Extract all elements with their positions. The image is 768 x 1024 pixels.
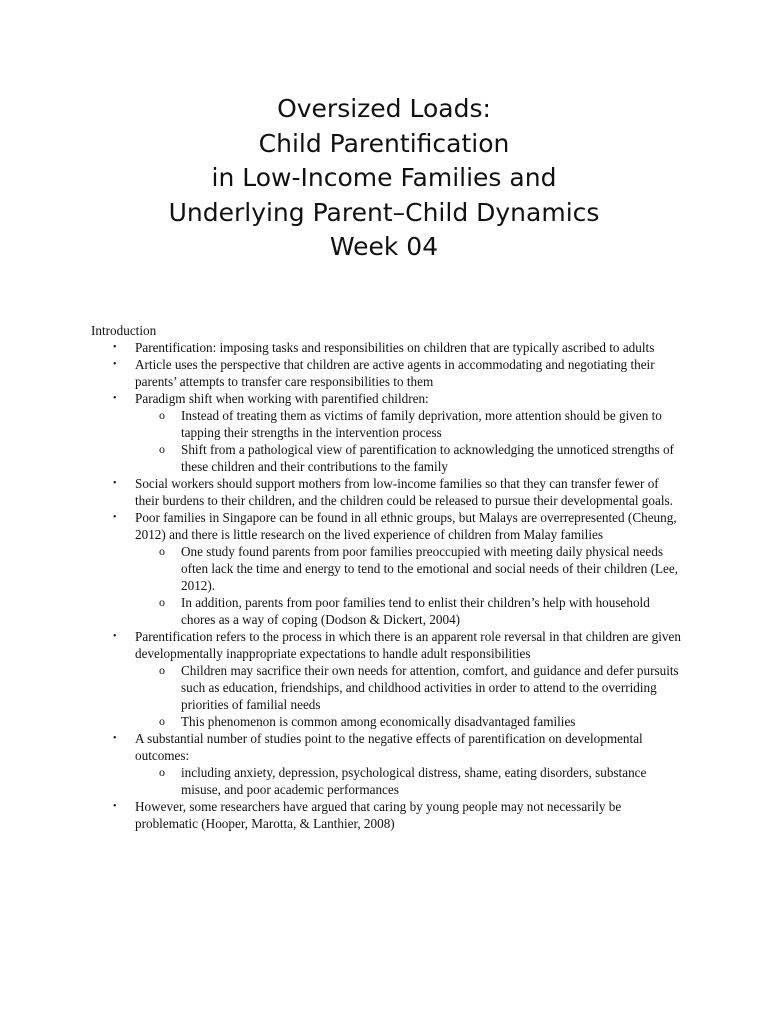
bullet-icon: • xyxy=(113,393,117,404)
document-title xyxy=(0,92,768,265)
list-item xyxy=(91,475,681,509)
list-item-text: Parentification: imposing tasks and responsibilities on children that are typically ascribed to adults xyxy=(135,340,655,355)
list-item-text: However, some researchers have argued that caring by young people may not necessarily be problematic (Hooper, Marotta, & Lanthier, 2008) xyxy=(135,799,622,831)
title-line: Oversized Loads: xyxy=(277,94,491,123)
list-item-text: Poor families in Singapore can be found in all ethnic groups, but Malays are overrepresented (Cheung, 2012) and there is little research on the lived experience of children from Malay families xyxy=(135,510,677,542)
sub-list-item-text: This phenomenon is common among economically disadvantaged families xyxy=(181,714,576,729)
sub-list-item-text: including anxiety, depression, psychological distress, shame, eating disorders, substance misuse, and poor academic performances xyxy=(181,765,647,797)
notes-list xyxy=(91,339,681,832)
list-item xyxy=(91,628,681,730)
sub-list-item xyxy=(135,407,681,441)
title-line: Underlying Parent–Child Dynamics xyxy=(168,197,600,227)
bullet-icon: • xyxy=(113,342,117,353)
title-line: Week 04 xyxy=(329,232,439,261)
sub-list-item-text: Instead of treating them as victims of family deprivation, more attention should be given to tapping their strengths in the intervention process xyxy=(181,408,662,440)
list-item-text: Social workers should support mothers from low-income families so that they can transfer fewer of their burdens to their children, and the children could be released to pursue their developmental goals. xyxy=(135,476,673,508)
list-item xyxy=(91,339,681,356)
circle-bullet-icon: o xyxy=(159,595,165,609)
sub-list-item xyxy=(135,713,681,730)
sub-list xyxy=(135,407,681,475)
circle-bullet-icon: o xyxy=(159,408,165,422)
bullet-icon: • xyxy=(113,478,117,489)
sub-list-item-text: Shift from a pathological view of parentification to acknowledging the unnoticed strengths of these children and their contributions to the family xyxy=(181,442,674,474)
list-item xyxy=(91,509,681,628)
list-item-text: A substantial number of studies point to the negative effects of parentification on developmental outcomes: xyxy=(135,731,643,763)
sub-list-item-text: One study found parents from poor families preoccupied with meeting daily physical needs often lack the time and energy to tend to the emotional and social needs of their children (Lee, 2012). xyxy=(181,544,679,593)
circle-bullet-icon: o xyxy=(159,544,165,558)
list-item-text: Paradigm shift when working with parentified children: xyxy=(135,391,429,406)
list-item-text: Parentification refers to the process in which there is an apparent role reversal in that children are given developmentally inappropriate expectations to handle adult responsibilities xyxy=(135,629,681,661)
circle-bullet-icon: o xyxy=(159,714,165,728)
bullet-icon: • xyxy=(113,512,117,523)
sub-list-item-text: In addition, parents from poor families tend to enlist their children’s help with household chores as a way of coping (Dodson & Dickert, 2004) xyxy=(181,595,650,627)
bullet-icon: • xyxy=(113,733,117,744)
bullet-icon: • xyxy=(113,631,117,642)
sub-list-item xyxy=(135,764,681,798)
sub-list-item xyxy=(135,441,681,475)
bullet-icon: • xyxy=(113,359,117,370)
list-item xyxy=(91,730,681,798)
sub-list-item-text: Children may sacrifice their own needs for attention, comfort, and guidance and defer pursuits such as education, friendships, and childhood activities in order to attend to the overriding priorities of familial needs xyxy=(181,663,679,712)
circle-bullet-icon: o xyxy=(159,765,165,779)
title-line: in Low-Income Families and xyxy=(211,163,557,192)
list-item-text: Article uses the perspective that children are active agents in accommodating and negotiating their parents’ attempts to transfer care responsibilities to them xyxy=(135,357,655,389)
document-body xyxy=(91,322,681,832)
circle-bullet-icon: o xyxy=(159,663,165,677)
sub-list-item xyxy=(135,662,681,713)
section-heading: Introduction xyxy=(91,323,157,338)
circle-bullet-icon: o xyxy=(159,442,165,456)
sub-list xyxy=(135,662,681,730)
list-item xyxy=(91,390,681,475)
list-item xyxy=(91,356,681,390)
sub-list xyxy=(135,543,681,628)
sub-list-item xyxy=(135,594,681,628)
sub-list xyxy=(135,764,681,798)
bullet-icon: • xyxy=(113,801,117,812)
list-item xyxy=(91,798,681,832)
sub-list-item xyxy=(135,543,681,594)
title-line: Child Parentification xyxy=(258,128,510,158)
